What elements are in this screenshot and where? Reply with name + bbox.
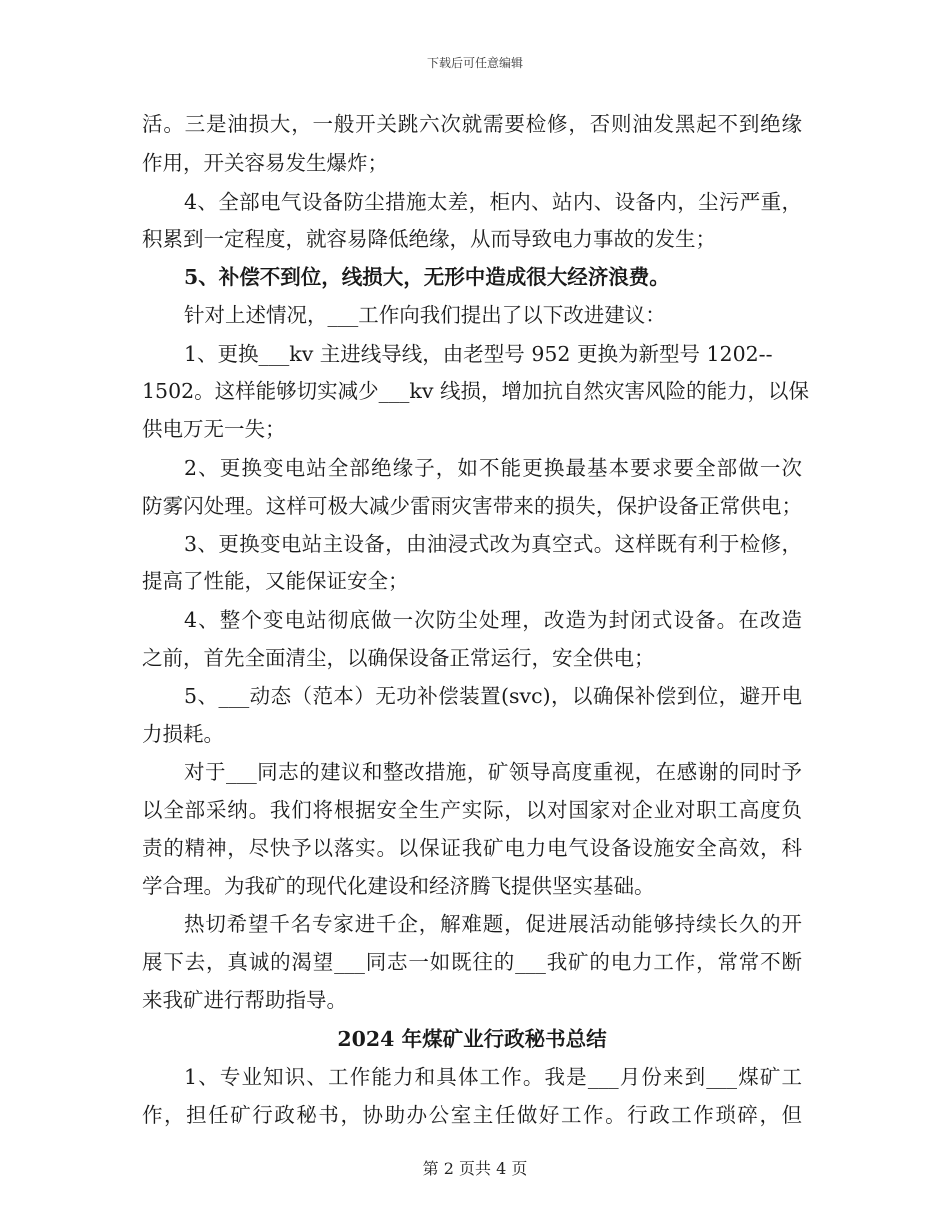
- text-line: 5、___动态（范本）无功补偿装置(svc)，以确保补偿到位，避开电: [184, 684, 802, 708]
- section-title: 2024 年煤矿业行政秘书总结: [337, 1027, 607, 1051]
- text-line: 热切希望千名专家进千企，解难题，促进展活动能够持续长久的开: [184, 912, 802, 936]
- text-line: 防雾闪处理。这样可极大减少雷雨灾害带来的损失，保护设备正常供电；: [142, 494, 802, 518]
- text-line: 作，担任矿行政秘书，协助办公室主任做好工作。行政工作琐碎，但: [142, 1103, 802, 1127]
- text-line: 1、更换___kv 主进线导线，由老型号 952 更换为新型号 1202--: [184, 342, 773, 366]
- text-line: 4、全部电气设备防尘措施太差，柜内、站内、设备内，尘污严重，: [184, 190, 802, 214]
- bold-heading-line: 5、补偿不到位，线损大，无形中造成很大经济浪费。: [184, 265, 670, 289]
- text-line: 供电万无一失；: [142, 417, 286, 441]
- text-line: 4、整个变电站彻底做一次防尘处理，改造为封闭式设备。在改造: [184, 608, 802, 632]
- text-line: 提高了性能，又能保证安全；: [142, 569, 409, 593]
- text-line: 力损耗。: [142, 722, 224, 746]
- text-line: 展下去，真诚的渴望___同志一如既往的___我矿的电力工作，常常不断: [142, 950, 802, 974]
- text-line: 针对上述情况，___工作向我们提出了以下改进建议：: [184, 303, 666, 327]
- text-line: 积累到一定程度，就容易降低绝缘，从而导致电力事故的发生；: [142, 227, 716, 251]
- text-line: 来我矿进行帮助指导。: [142, 988, 347, 1012]
- text-line: 之前，首先全面清尘，以确保设备正常运行，安全供电；: [142, 646, 655, 670]
- text-line: 1502。这样能够切实减少___kv 线损，增加抗自然灾害风险的能力，以保: [142, 379, 809, 403]
- text-line: 1、专业知识、工作能力和具体工作。我是___月份来到___煤矿工: [184, 1065, 802, 1089]
- text-line: 责的精神，尽快予以落实。以保证我矿电力电气设备设施安全高效，科: [142, 836, 802, 860]
- text-line: 学合理。为我矿的现代化建设和经济腾飞提供坚实基础。: [142, 874, 655, 898]
- text-line: 作用，开关容易发生爆炸；: [142, 151, 388, 175]
- text-line: 对于___同志的建议和整改措施，矿领导高度重视，在感谢的同时予: [184, 760, 802, 784]
- page-footer: 第 2 页共 4 页: [422, 1159, 528, 1178]
- text-line: 以全部采纳。我们将根据安全生产实际，以对国家对企业对职工高度负: [142, 798, 802, 822]
- text-line: 活。三是油损大，一般开关跳六次就需要检修，否则油发黑起不到绝缘: [142, 112, 802, 136]
- text-line: 2、更换变电站全部绝缘子，如不能更换最基本要求要全部做一次: [184, 456, 802, 480]
- page-header: 下载后可任意编辑: [426, 56, 523, 70]
- text-line: 3、更换变电站主设备，由油浸式改为真空式。这样既有利于检修，: [184, 532, 802, 556]
